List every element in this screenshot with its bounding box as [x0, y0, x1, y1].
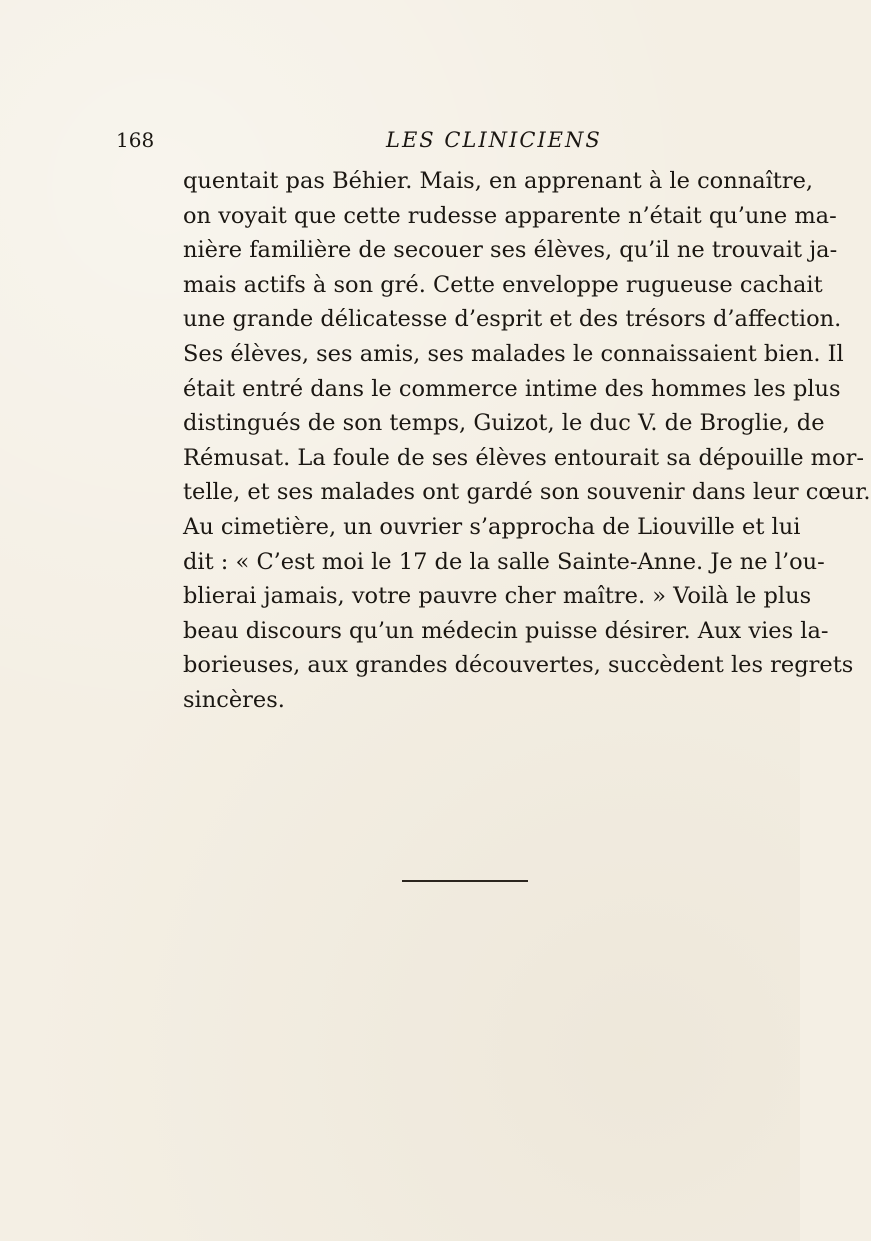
text-line: Ses élèves, ses amis, ses malades le connaissaient bien. Il: [183, 340, 844, 367]
running-head: [116, 128, 676, 152]
text-line: nière familière de secouer ses élèves, qu’il ne trouvait ja-: [183, 237, 838, 264]
text-line: Rémusat. La foule de ses élèves entourait sa dépouille mor-: [183, 444, 864, 471]
text-line: on voyait que cette rudesse apparente n’était qu’une ma-: [183, 202, 837, 229]
text-line: telle, et ses malades ont gardé son souvenir dans leur cœur.: [183, 479, 871, 506]
text-line: beau discours qu’un médecin puisse désirer. Aux vies la-: [183, 617, 829, 644]
text-line: dit : « C’est moi le 17 de la salle Sainte-Anne. Je ne l’ou-: [183, 548, 825, 575]
text-line: une grande délicatesse d’esprit et des trésors d’affection.: [183, 306, 842, 333]
text-line: blierai jamais, votre pauvre cher maître. » Voilà le plus: [183, 583, 812, 610]
section-end-rule: [402, 880, 528, 882]
text-line: quentait pas Béhier. Mais, en apprenant à le connaître,: [183, 168, 814, 194]
running-title: LES CLINICIENS: [386, 128, 602, 152]
text-line: mais actifs à son gré. Cette enveloppe rugueuse cachait: [183, 271, 823, 298]
page-number: 168: [116, 128, 155, 152]
body-text: [183, 164, 871, 718]
text-line: était entré dans le commerce intime des hommes les plus: [183, 375, 841, 402]
text-line: borieuses, aux grandes découvertes, succèdent les regrets: [183, 652, 854, 679]
text-line: Au cimetière, un ouvrier s’approcha de Liouville et lui: [183, 513, 801, 540]
text-line: distingués de son temps, Guizot, le duc V. de Broglie, de: [183, 410, 825, 437]
text-line-last: sincères.: [183, 686, 285, 713]
